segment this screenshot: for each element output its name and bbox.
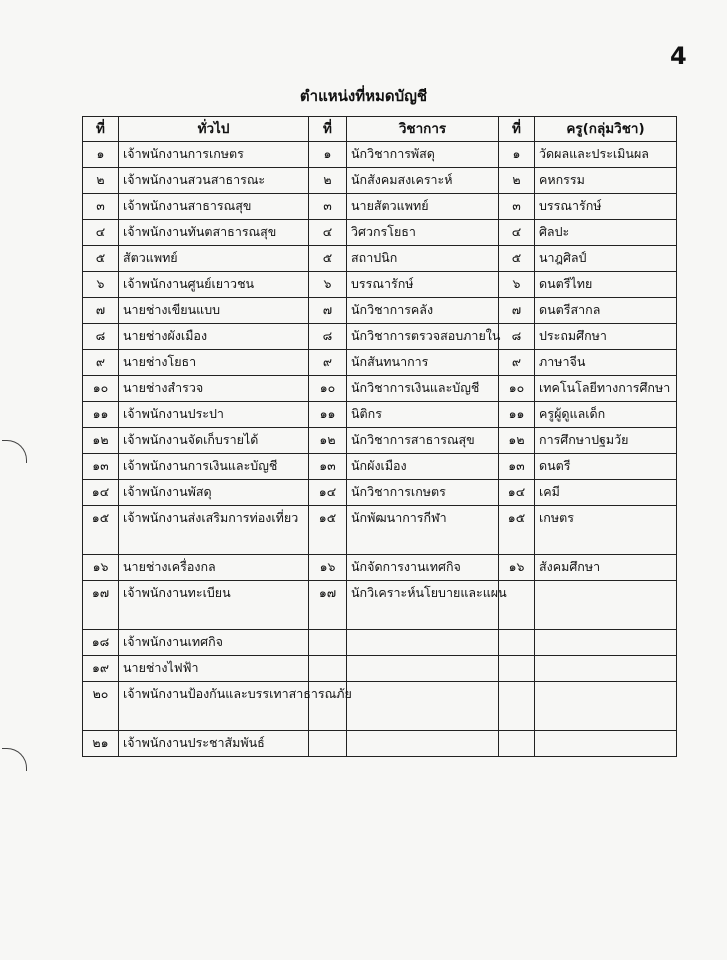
row-number-general: ๑๖ [83,555,119,581]
row-number-teacher: ๖ [499,272,535,298]
teacher-subject: เคมี [535,480,677,506]
binder-hole-mark [2,440,27,463]
row-number-general: ๖ [83,272,119,298]
row-number-general: ๒ [83,168,119,194]
table-row [83,581,677,630]
table-row [83,142,677,168]
teacher-subject: นาฎศิลป์ [535,246,677,272]
teacher-subject: สังคมศึกษา [535,555,677,581]
table-row [83,402,677,428]
general-position: เจ้าพนักงานสวนสาธารณะ [119,168,309,194]
header-teacher: ครู(กลุ่มวิชา) [535,117,677,142]
academic-position: สถาปนิก [347,246,499,272]
row-number-teacher: ๗ [499,298,535,324]
table-row [83,220,677,246]
general-position: นายช่างผังเมือง [119,324,309,350]
academic-position [347,656,499,682]
table-row [83,428,677,454]
row-number-general: ๑๔ [83,480,119,506]
general-position: นายช่างโยธา [119,350,309,376]
general-position: เจ้าพนักงานประชาสัมพันธ์ [119,731,309,757]
academic-position: นักวิชาการเกษตร [347,480,499,506]
row-number-general: ๑๑ [83,402,119,428]
general-position: เจ้าพนักงานสาธารณสุข [119,194,309,220]
general-position: นายช่างเครื่องกล [119,555,309,581]
general-position: นายช่างเขียนแบบ [119,298,309,324]
teacher-subject [535,581,677,630]
table-row [83,350,677,376]
teacher-subject: ดนตรีไทย [535,272,677,298]
row-number-teacher: ๑๐ [499,376,535,402]
row-number-general: ๑๓ [83,454,119,480]
general-position: เจ้าพนักงานศูนย์เยาวชน [119,272,309,298]
header-no-general: ที่ [83,117,119,142]
row-number-academic: ๙ [309,350,347,376]
academic-position: นักวิชาการพัสดุ [347,142,499,168]
row-number-teacher [499,630,535,656]
vacancy-table [82,116,677,757]
row-number-academic: ๑๒ [309,428,347,454]
row-number-general: ๑๕ [83,506,119,555]
teacher-subject: เทคโนโลยีทางการศึกษา [535,376,677,402]
teacher-subject [535,731,677,757]
row-number-academic [309,656,347,682]
row-number-teacher: ๑๖ [499,555,535,581]
academic-position: นักวิชาการเงินและบัญชี [347,376,499,402]
row-number-teacher: ๒ [499,168,535,194]
row-number-academic [309,630,347,656]
teacher-subject [535,656,677,682]
row-number-academic: ๑๕ [309,506,347,555]
row-number-general: ๗ [83,298,119,324]
row-number-academic: ๘ [309,324,347,350]
row-number-general: ๑๒ [83,428,119,454]
row-number-academic: ๑๓ [309,454,347,480]
row-number-general: ๑๙ [83,656,119,682]
row-number-teacher: ๕ [499,246,535,272]
row-number-academic: ๔ [309,220,347,246]
row-number-academic: ๗ [309,298,347,324]
teacher-subject: การศึกษาปฐมวัย [535,428,677,454]
row-number-teacher: ๑๔ [499,480,535,506]
table-row [83,376,677,402]
row-number-teacher: ๘ [499,324,535,350]
row-number-general: ๘ [83,324,119,350]
academic-position [347,630,499,656]
general-position: เจ้าพนักงานทันตสาธารณสุข [119,220,309,246]
row-number-teacher: ๑ [499,142,535,168]
header-no-teacher: ที่ [499,117,535,142]
general-position: นายช่างสำรวจ [119,376,309,402]
row-number-academic: ๒ [309,168,347,194]
teacher-subject: ดนตรี [535,454,677,480]
table-header-row [83,117,677,142]
row-number-general: ๒๑ [83,731,119,757]
header-no-academic: ที่ [309,117,347,142]
general-position: เจ้าพนักงานส่งเสริมการท่องเที่ยว [119,506,309,555]
row-number-academic: ๕ [309,246,347,272]
teacher-subject: คหกรรม [535,168,677,194]
row-number-general: ๑ [83,142,119,168]
table-row [83,194,677,220]
row-number-general: ๕ [83,246,119,272]
general-position: เจ้าพนักงานทะเบียน [119,581,309,630]
row-number-academic: ๑๑ [309,402,347,428]
row-number-teacher: ๑๓ [499,454,535,480]
row-number-academic: ๑๔ [309,480,347,506]
table-row [83,731,677,757]
academic-position: บรรณารักษ์ [347,272,499,298]
row-number-teacher: ๑๕ [499,506,535,555]
academic-position: วิศวกรโยธา [347,220,499,246]
row-number-general: ๔ [83,220,119,246]
row-number-academic: ๑๐ [309,376,347,402]
general-position: เจ้าพนักงานป้องกันและบรรเทาสาธารณภัย [119,682,309,731]
academic-position: นายสัตวแพทย์ [347,194,499,220]
general-position: เจ้าพนักงานพัสดุ [119,480,309,506]
teacher-subject: บรรณารักษ์ [535,194,677,220]
row-number-academic [309,731,347,757]
table-row [83,555,677,581]
table-row [83,298,677,324]
teacher-subject: ภาษาจีน [535,350,677,376]
row-number-teacher [499,731,535,757]
row-number-teacher: ๔ [499,220,535,246]
teacher-subject: วัดผลและประเมินผล [535,142,677,168]
academic-position: นักพัฒนาการกีฬา [347,506,499,555]
row-number-academic: ๖ [309,272,347,298]
teacher-subject: เกษตร [535,506,677,555]
academic-position: นักผังเมือง [347,454,499,480]
row-number-general: ๑๐ [83,376,119,402]
table-row [83,506,677,555]
teacher-subject: ประถมศึกษา [535,324,677,350]
teacher-subject [535,630,677,656]
row-number-general: ๒๐ [83,682,119,731]
academic-position: นิติกร [347,402,499,428]
general-position: เจ้าพนักงานเทศกิจ [119,630,309,656]
row-number-teacher: ๑๑ [499,402,535,428]
row-number-teacher: ๓ [499,194,535,220]
general-position: นายช่างไฟฟ้า [119,656,309,682]
document-title: ตำแหน่งที่หมดบัญชี [299,87,428,105]
row-number-teacher [499,682,535,731]
binder-hole-mark [2,748,27,771]
row-number-academic: ๑๗ [309,581,347,630]
table-row [83,480,677,506]
row-number-teacher: ๑๒ [499,428,535,454]
teacher-subject: ครูผู้ดูแลเด็ก [535,402,677,428]
row-number-academic: ๓ [309,194,347,220]
general-position: สัตวแพทย์ [119,246,309,272]
table-row [83,168,677,194]
table-row [83,324,677,350]
academic-position: นักสังคมสงเคราะห์ [347,168,499,194]
row-number-general: ๓ [83,194,119,220]
table-row [83,630,677,656]
row-number-general: ๙ [83,350,119,376]
academic-position: นักสันทนาการ [347,350,499,376]
table-row [83,454,677,480]
academic-position: นักวิชาการตรวจสอบภายใน [347,324,499,350]
row-number-academic: ๑๖ [309,555,347,581]
general-position: เจ้าพนักงานประปา [119,402,309,428]
row-number-general: ๑๗ [83,581,119,630]
table-row [83,656,677,682]
academic-position: นักจัดการงานเทศกิจ [347,555,499,581]
table-row [83,272,677,298]
table-row [83,246,677,272]
general-position: เจ้าพนักงานการเกษตร [119,142,309,168]
general-position: เจ้าพนักงานจัดเก็บรายได้ [119,428,309,454]
academic-position: นักวิชาการสาธารณสุข [347,428,499,454]
academic-position [347,731,499,757]
teacher-subject: ศิลปะ [535,220,677,246]
row-number-academic: ๑ [309,142,347,168]
table-body [83,142,677,757]
teacher-subject [535,682,677,731]
header-general: ทั่วไป [119,117,309,142]
table-row [83,682,677,731]
teacher-subject: ดนตรีสากล [535,298,677,324]
row-number-general: ๑๘ [83,630,119,656]
general-position: เจ้าพนักงานการเงินและบัญชี [119,454,309,480]
academic-position [347,682,499,731]
academic-position: นักวิชาการคลัง [347,298,499,324]
academic-position: นักวิเคราะห์นโยบายและแผน [347,581,499,630]
page-number: 4 [670,42,687,70]
header-academic: วิชาการ [347,117,499,142]
row-number-teacher: ๙ [499,350,535,376]
row-number-teacher [499,656,535,682]
